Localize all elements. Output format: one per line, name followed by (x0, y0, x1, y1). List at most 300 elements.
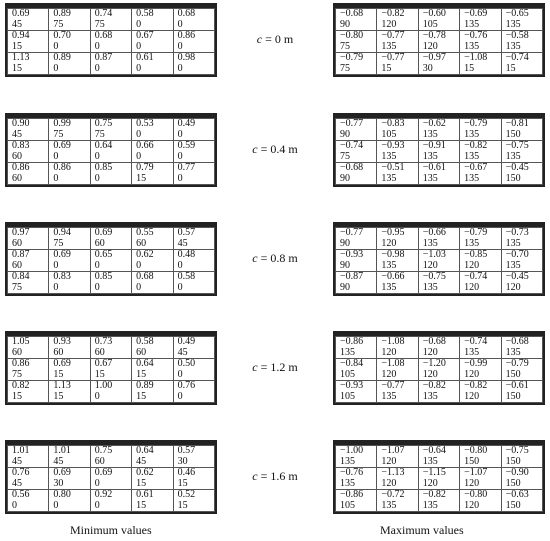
coefficient-value: 0.85 (94, 271, 113, 282)
coefficient-value: 0.58 (136, 8, 154, 19)
table-row (8, 31, 215, 53)
table-cell (501, 490, 542, 512)
coefficient-value: 0.64 (136, 445, 154, 456)
wind-angle-value: 0 (136, 150, 142, 162)
table-cell (90, 9, 131, 31)
table-cell (132, 141, 173, 163)
coefficient-value: −0.74 (464, 271, 488, 282)
coefficient-value: 0.53 (136, 118, 154, 129)
wind-angle-value: 75 (53, 237, 64, 249)
table-cell (418, 141, 459, 163)
coefficient-value: 0.59 (177, 140, 196, 151)
wind-angle-value: 75 (53, 128, 64, 140)
wind-angle-value: 150 (505, 128, 521, 140)
table-cell (132, 381, 173, 403)
wind-angle-value: 0 (177, 368, 183, 380)
wind-angle-value: 0 (94, 150, 100, 162)
table-cell (336, 446, 377, 468)
table-cell (90, 53, 131, 75)
wind-angle-value: 135 (464, 18, 480, 30)
coefficient-value: 0.94 (53, 227, 71, 238)
wind-angle-value: 135 (340, 346, 355, 358)
table-cell (8, 228, 49, 250)
c-symbol: c (252, 469, 258, 483)
table-cell (173, 31, 214, 53)
wind-angle-value: 0 (177, 390, 183, 402)
coefficient-value: 0.89 (53, 52, 71, 63)
table-cell (418, 53, 459, 75)
coefficient-value: 0.87 (12, 249, 30, 260)
coefficient-value: −1.15 (422, 467, 446, 478)
coefficient-value: −0.77 (340, 227, 364, 238)
minimum-values-table (5, 3, 217, 77)
table-row (8, 250, 215, 272)
table-cell (460, 250, 501, 272)
table-cell (132, 468, 173, 490)
table-cell (460, 9, 501, 31)
wind-angle-value: 15 (136, 499, 147, 511)
wind-angle-value: 30 (422, 62, 433, 74)
maximum-values-table (333, 113, 545, 187)
coefficient-value: −0.98 (381, 249, 405, 260)
coefficient-value: 0.61 (136, 52, 154, 63)
wind-angle-value: 60 (12, 150, 22, 162)
coefficient-value: −0.65 (505, 8, 529, 19)
table-cell (460, 468, 501, 490)
wind-angle-value: 150 (505, 499, 521, 511)
wind-angle-value: 120 (381, 18, 397, 30)
wind-angle-value: 0 (94, 390, 100, 402)
table-row (8, 359, 215, 381)
table-row (336, 337, 543, 359)
table-cell (49, 359, 90, 381)
coefficient-value: 0.66 (136, 140, 154, 151)
coefficient-value: −0.66 (381, 271, 405, 282)
coefficient-value: −0.60 (422, 8, 446, 19)
table-cell (132, 446, 173, 468)
table-row (336, 272, 543, 294)
coefficient-value: −0.68 (422, 336, 446, 347)
table-row (8, 490, 215, 512)
coefficient-value: −0.77 (381, 52, 405, 63)
minimum-values-table (5, 331, 217, 405)
c-value-label (240, 32, 310, 47)
table-cell (336, 119, 377, 141)
c-symbol: c (252, 142, 258, 156)
coefficient-value: −0.63 (505, 489, 529, 500)
wind-angle-value: 0 (136, 62, 142, 74)
table-row (336, 228, 543, 250)
table-cell (49, 163, 90, 185)
table-cell (173, 9, 214, 31)
wind-angle-value: 15 (136, 172, 147, 184)
table-cell (501, 381, 542, 403)
coefficient-value: −0.77 (340, 118, 364, 129)
wind-angle-value: 45 (53, 455, 64, 467)
coefficient-value: −0.93 (340, 249, 364, 260)
wind-angle-value: 0 (136, 40, 142, 52)
coefficient-value: 0.85 (94, 162, 113, 173)
table-row (336, 359, 543, 381)
table-cell (501, 141, 542, 163)
table-cell (460, 272, 501, 294)
maximum-values-table (333, 331, 545, 405)
wind-angle-value: 120 (381, 477, 397, 489)
wind-angle-value: 30 (53, 477, 64, 489)
wind-angle-value: 120 (422, 477, 438, 489)
coefficient-value: 0.57 (177, 445, 196, 456)
coefficient-value: −0.82 (422, 380, 446, 391)
wind-angle-value: 120 (422, 259, 438, 271)
table-cell (418, 446, 459, 468)
wind-angle-value: 0 (136, 128, 142, 140)
coefficient-value: −0.82 (381, 8, 405, 19)
coefficient-value: 0.93 (53, 336, 71, 347)
coefficient-value: −1.13 (381, 467, 405, 478)
coefficient-value: −0.80 (340, 30, 364, 41)
wind-angle-value: 45 (12, 477, 22, 489)
coefficient-value: 0.56 (12, 489, 30, 500)
wind-angle-value: 135 (381, 259, 397, 271)
wind-angle-value: 135 (505, 150, 521, 162)
table-cell (173, 228, 214, 250)
wind-angle-value: 135 (340, 455, 355, 467)
table-cell (418, 163, 459, 185)
coefficient-value: 0.69 (53, 467, 71, 478)
wind-angle-value: 75 (340, 40, 350, 52)
coefficient-value: 0.75 (94, 118, 113, 129)
table-cell (132, 250, 173, 272)
coefficient-value: −0.45 (505, 271, 529, 282)
coefficient-value: 0.69 (94, 467, 113, 478)
wind-angle-value: 45 (136, 455, 147, 467)
coefficient-value: −1.08 (381, 358, 405, 369)
coefficient-value: −0.77 (381, 30, 405, 41)
wind-angle-value: 135 (464, 40, 480, 52)
wind-angle-value: 45 (12, 128, 22, 140)
table-row (336, 9, 543, 31)
table-cell (418, 272, 459, 294)
wind-angle-value: 105 (340, 499, 355, 511)
table-row (336, 31, 543, 53)
wind-angle-value: 90 (340, 237, 350, 249)
table-cell (501, 53, 542, 75)
coefficient-value: −0.87 (340, 271, 364, 282)
table-row (336, 490, 543, 512)
table-cell (132, 272, 173, 294)
coefficient-value: 0.69 (12, 8, 30, 19)
table-cell (173, 250, 214, 272)
table-cell (49, 446, 90, 468)
wind-angle-value: 15 (12, 62, 22, 74)
coefficient-value: 0.67 (94, 358, 113, 369)
wind-angle-value: 120 (422, 368, 438, 380)
coefficient-value: −0.51 (381, 162, 405, 173)
wind-angle-value: 135 (464, 346, 480, 358)
wind-angle-value: 135 (505, 18, 521, 30)
wind-angle-value: 15 (464, 62, 475, 74)
coefficient-value: −0.93 (340, 380, 364, 391)
c-value-label (240, 469, 310, 484)
table-row (336, 119, 543, 141)
wind-angle-value: 135 (505, 237, 521, 249)
table-cell (336, 163, 377, 185)
table-cell (377, 9, 418, 31)
wind-angle-value: 0 (136, 281, 142, 293)
coefficient-value: −0.66 (422, 227, 446, 238)
wind-angle-value: 60 (12, 346, 22, 358)
c-value-label (240, 360, 310, 375)
wind-angle-value: 60 (94, 455, 105, 467)
wind-angle-value: 0 (177, 150, 183, 162)
wind-angle-value: 150 (505, 390, 521, 402)
wind-angle-value: 60 (53, 346, 64, 358)
table-cell (418, 359, 459, 381)
coefficient-value: 0.69 (53, 358, 71, 369)
table-cell (377, 228, 418, 250)
table-cell (501, 272, 542, 294)
wind-angle-value: 0 (136, 18, 142, 30)
table-row (8, 446, 215, 468)
table-row (336, 468, 543, 490)
c-value-label (240, 142, 310, 157)
table-cell (8, 272, 49, 294)
table-row (336, 53, 543, 75)
wind-angle-value: 60 (94, 237, 105, 249)
coefficient-value: 0.50 (177, 358, 196, 369)
coefficient-value: −0.90 (505, 467, 529, 478)
table-cell (336, 381, 377, 403)
table-cell (8, 337, 49, 359)
coefficient-value: −0.91 (422, 140, 446, 151)
wind-angle-value: 150 (505, 455, 521, 467)
wind-angle-value: 45 (177, 346, 188, 358)
wind-angle-value: 135 (464, 150, 480, 162)
table-cell (173, 446, 214, 468)
coefficient-value: 0.83 (53, 271, 71, 282)
minimum-values-table (5, 222, 217, 296)
coefficient-value: −0.79 (464, 118, 488, 129)
table-cell (460, 141, 501, 163)
coefficient-value: −0.80 (464, 489, 488, 500)
wind-angle-value: 60 (136, 237, 147, 249)
coefficient-value: 0.75 (94, 445, 113, 456)
table-cell (90, 381, 131, 403)
table-row (8, 272, 215, 294)
wind-angle-value: 15 (136, 390, 147, 402)
wind-angle-value: 15 (136, 477, 147, 489)
table-cell (90, 446, 131, 468)
wind-angle-value: 75 (94, 128, 105, 140)
table-cell (49, 228, 90, 250)
wind-angle-value: 120 (381, 346, 397, 358)
coefficient-value: 0.98 (177, 52, 196, 63)
table-cell (336, 272, 377, 294)
coefficient-value: 0.68 (177, 8, 196, 19)
table-cell (460, 53, 501, 75)
coefficient-value: −0.78 (422, 30, 446, 41)
coefficient-value: −0.74 (464, 336, 488, 347)
wind-angle-value: 120 (422, 346, 438, 358)
coefficient-value: −0.73 (505, 227, 529, 238)
coefficient-value: −0.61 (505, 380, 529, 391)
table-cell (90, 272, 131, 294)
wind-angle-value: 0 (53, 499, 59, 511)
table-cell (418, 119, 459, 141)
wind-angle-value: 0 (94, 281, 100, 293)
table-row (8, 9, 215, 31)
table-cell (377, 119, 418, 141)
wind-angle-value: 135 (464, 237, 480, 249)
table-cell (132, 9, 173, 31)
wind-angle-value: 90 (340, 259, 350, 271)
wind-angle-value: 75 (12, 281, 22, 293)
table-cell (8, 163, 49, 185)
coefficient-value: −0.68 (505, 336, 529, 347)
coefficient-value: −0.68 (340, 8, 364, 19)
c-value-text: = 0.4 m (260, 142, 298, 156)
table-cell (8, 9, 49, 31)
wind-angle-value: 135 (381, 172, 397, 184)
table-cell (377, 272, 418, 294)
table-cell (49, 381, 90, 403)
wind-angle-value: 60 (12, 237, 22, 249)
coefficient-value: 0.58 (136, 336, 154, 347)
coefficient-value: 1.01 (12, 445, 30, 456)
wind-angle-value: 150 (505, 368, 521, 380)
coefficient-value: 0.86 (177, 30, 196, 41)
wind-angle-value: 0 (53, 259, 59, 271)
wind-angle-value: 120 (464, 390, 480, 402)
table-cell (173, 381, 214, 403)
wind-angle-value: 0 (177, 128, 183, 140)
coefficient-value: 0.70 (53, 30, 71, 41)
coefficient-value: −0.93 (381, 140, 405, 151)
wind-angle-value: 105 (381, 128, 397, 140)
coefficient-value: 0.84 (12, 271, 30, 282)
wind-angle-value: 120 (422, 40, 438, 52)
table-cell (90, 119, 131, 141)
wind-angle-value: 120 (381, 237, 397, 249)
coefficient-value: 1.00 (94, 380, 113, 391)
table-cell (132, 119, 173, 141)
coefficient-value: −0.85 (464, 249, 488, 260)
table-cell (8, 446, 49, 468)
coefficient-value: 0.48 (177, 249, 196, 260)
table-cell (377, 446, 418, 468)
table-cell (460, 446, 501, 468)
wind-angle-value: 90 (340, 172, 350, 184)
table-row (336, 141, 543, 163)
table-cell (173, 119, 214, 141)
wind-angle-value: 60 (94, 346, 105, 358)
wind-angle-value: 135 (422, 390, 438, 402)
table-cell (336, 250, 377, 272)
table-row (8, 228, 215, 250)
coefficient-value: 0.86 (12, 358, 30, 369)
coefficient-value: −0.83 (381, 118, 405, 129)
wind-angle-value: 120 (381, 455, 397, 467)
coefficient-value: −1.20 (422, 358, 446, 369)
wind-angle-value: 15 (12, 390, 22, 402)
coefficient-value: −0.75 (505, 140, 529, 151)
wind-angle-value: 150 (464, 455, 480, 467)
table-cell (501, 31, 542, 53)
table-row (336, 163, 543, 185)
table-cell (418, 337, 459, 359)
coefficient-value: −0.79 (464, 227, 488, 238)
coefficient-value: −0.68 (340, 162, 364, 173)
table-cell (8, 359, 49, 381)
wind-angle-value: 120 (464, 499, 480, 511)
table-row (336, 250, 543, 272)
table-cell (501, 359, 542, 381)
table-cell (90, 228, 131, 250)
table-cell (49, 490, 90, 512)
coefficient-value: −0.62 (422, 118, 446, 129)
table-cell (418, 381, 459, 403)
coefficient-value: 0.80 (53, 489, 71, 500)
wind-angle-value: 90 (340, 281, 350, 293)
coefficient-value: −0.99 (464, 358, 488, 369)
table-cell (460, 381, 501, 403)
coefficient-value: 1.05 (12, 336, 30, 347)
wind-angle-value: 135 (381, 150, 397, 162)
coefficient-value: 0.68 (136, 271, 154, 282)
table-cell (173, 272, 214, 294)
maximum-values-caption: Maximum values (380, 523, 464, 537)
wind-angle-value: 135 (381, 390, 397, 402)
coefficient-value: 0.92 (94, 489, 113, 500)
wind-angle-value: 0 (53, 172, 59, 184)
coefficient-value: 0.46 (177, 467, 196, 478)
table-cell (49, 9, 90, 31)
wind-angle-value: 75 (94, 18, 105, 30)
table-cell (49, 337, 90, 359)
coefficient-value: −0.58 (505, 30, 529, 41)
table-cell (377, 337, 418, 359)
coefficient-value: −0.64 (422, 445, 446, 456)
wind-angle-value: 0 (12, 499, 17, 511)
coefficient-value: 0.97 (12, 227, 30, 238)
wind-angle-value: 0 (177, 281, 183, 293)
wind-angle-value: 15 (53, 368, 64, 380)
table-cell (418, 31, 459, 53)
table-cell (49, 468, 90, 490)
coefficient-value: −0.86 (340, 489, 364, 500)
coefficient-value: −0.75 (422, 271, 446, 282)
wind-angle-value: 60 (136, 346, 147, 358)
wind-angle-value: 45 (177, 237, 188, 249)
c-symbol: c (252, 251, 258, 265)
coefficient-value: 0.62 (136, 467, 154, 478)
table-cell (90, 31, 131, 53)
coefficient-value: −1.07 (381, 445, 405, 456)
wind-angle-value: 135 (505, 259, 521, 271)
coefficient-value: 0.68 (94, 30, 113, 41)
c-value-text: = 0 m (265, 32, 294, 46)
table-row (8, 53, 215, 75)
wind-angle-value: 75 (340, 62, 350, 74)
wind-angle-value: 60 (12, 172, 22, 184)
table-cell (132, 53, 173, 75)
coefficient-value: −0.67 (464, 162, 488, 173)
table-cell (336, 468, 377, 490)
coefficient-value: −0.86 (340, 336, 364, 347)
coefficient-value: 0.49 (177, 118, 196, 129)
wind-angle-value: 0 (53, 150, 59, 162)
table-cell (336, 31, 377, 53)
